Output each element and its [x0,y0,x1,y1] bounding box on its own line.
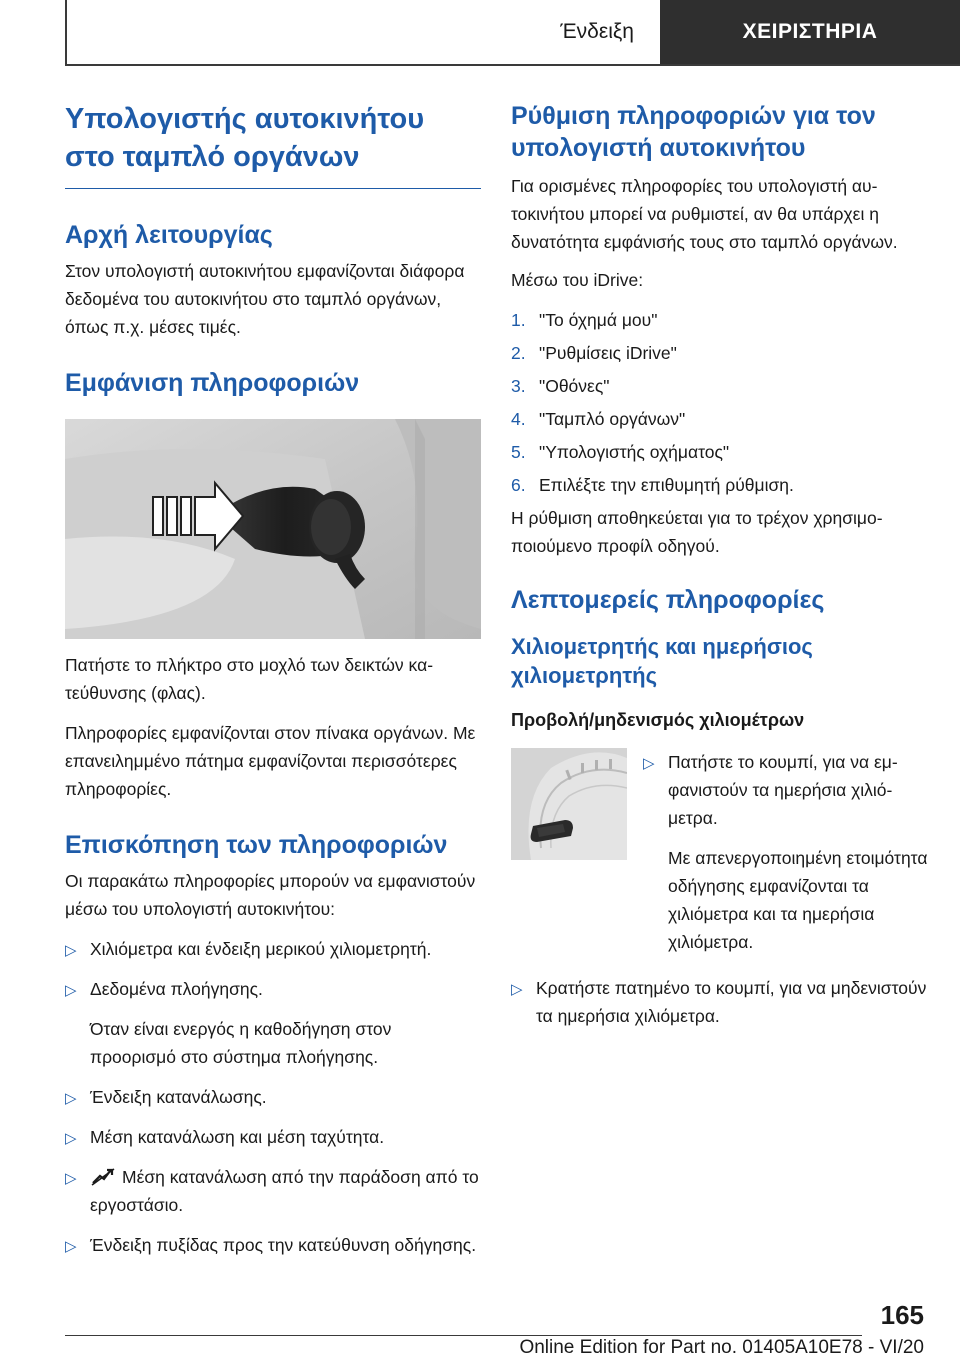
list-item: ▷ Δεδομένα πλοήγησης. Όταν είναι ενεργός η καθοδήγηση στον προορισμό στο σύστημα πλοήγησης. [65,975,481,1071]
overview-list [65,935,481,1259]
triangle-bullet-icon: ▷ [65,1130,77,1147]
reset-list [643,748,931,956]
step-item: 2. "Ρυθμίσεις iDrive" [511,343,677,363]
triangle-bullet-icon: ▷ [65,982,77,999]
right-column [511,100,931,1030]
list-item: ▷ Χιλιόμετρα και ένδειξη μερικού χιλιομετρητή. [65,935,481,963]
step-item: 4. "Ταμπλό οργάνων" [511,409,686,429]
triangle-bullet-icon: ▷ [643,755,655,772]
steps-list [511,306,931,499]
list-item: ▷ Μέση κατανάλωση από την παράδοση από το εργοστάσιο. [65,1167,479,1215]
triangle-bullet-icon: ▷ [65,1170,77,1187]
list-item: ▷ Ένδειξη κατανάλωσης. [65,1083,481,1111]
step-item: 6. Επιλέξτε την επιθυμητή ρύθμιση. [511,475,794,495]
heading-reset: Προβολή/μηδενισμός χιλιομέτρων [511,710,805,730]
triangle-bullet-icon: ▷ [65,942,77,959]
heading-odometer: Χιλιομετρητής και ημερήσιος χιλιομετρητής [511,634,813,688]
paragraph-saved: Η ρύθμιση αποθηκεύεται για το τρέχον χρησιμοποιούμενο προφίλ οδηγού. [511,508,883,556]
stalk-button-photo [65,419,481,639]
list-item: ▷ Πατήστε το κουμπί, για να εμφανιστούν τα ημερήσια χιλιόμετρα. Με απενεργοποιημένη ετοιμότητα οδήγησης εμφανίζονται τα χιλιόμετρα και τα ημερήσια χιλιόμετρα. [643,748,931,956]
step-item: 3. "Οθόνες" [511,376,610,396]
paragraph-shown: Πληροφορίες εμφανίζονται στον πίνακα οργάνων. Με επανειλημμένο πάτημα εμφανίζονται περισσότερες πληροφορίες. [65,723,476,799]
paragraph-via: Μέσω του iDrive: [511,270,644,290]
heading-setting: Ρύθμιση πληροφοριών για τον υπολογιστή αυτοκινήτου [511,102,876,162]
heading-principle: Αρχή λειτουργίας [65,221,273,249]
paragraph-principle: Στον υπολογιστή αυτοκινήτου εμφανίζονται διάφορα δεδομένα του αυτοκινήτου στο ταμπλό οργάνων, όπως π.χ. μέσες τιμές. [65,261,465,337]
paragraph-overview: Οι παρακάτω πληροφορίες μπορούν να εμφανιστούν μέσω του υπολογιστή αυτοκινήτου: [65,871,476,919]
list-item-note: Με απενεργοποιημένη ετοιμότητα οδήγησης εμφανίζονται τα χιλιόμετρα και τα ημερήσια χιλιόμετρα. [668,848,928,952]
tab-separator [648,0,660,64]
heading-display: Εμφάνιση πληροφοριών [65,369,360,397]
paragraph-press: Πατήστε το πλήκτρο στο μοχλό των δεικτών κατεύθυνσης (φλας). [65,655,434,703]
triangle-bullet-icon: ▷ [65,1090,77,1107]
list-item: ▷ Μέση κατανάλωση και μέση ταχύτητα. [65,1123,481,1151]
step-item: 1. "Το όχημά μου" [511,310,658,330]
stalk-button-illustration [65,419,481,639]
header-rule [65,64,960,66]
heading-overview: Επισκόπηση των πληροφοριών [65,831,448,859]
page-title: Υπολογιστής αυτοκινήτου στο ταμπλό οργάνων [65,103,425,173]
list-item: ▷ Ένδειξη πυξίδας προς την κατεύθυνση οδήγησης. [65,1231,481,1259]
heading-details: Λεπτομερείς πληροφορίες [511,586,825,614]
paragraph-setting: Για ορισμένες πληροφορίες του υπολογιστή αυτοκινήτου μπορεί να ρυθμιστεί, αν θα υπάρχει η δυνατότητα εμφάνισής τους στο ταμπλό οργάνων. [511,176,898,252]
triangle-bullet-icon: ▷ [511,981,523,998]
list-item-note: Όταν είναι ενεργός η καθοδήγηση στον προορισμό στο σύστημα πλοήγησης. [90,1019,392,1067]
title-rule [65,188,481,189]
odometer-button-photo [511,748,627,860]
step-item: 5. "Υπολογιστής οχήματος" [511,442,730,462]
triangle-bullet-icon: ▷ [65,1238,77,1255]
page-number: 165 [880,1300,924,1330]
eco-consumption-icon [90,1167,116,1187]
reset-block [511,748,931,956]
reset-instructions [643,748,931,956]
section-tab[interactable]: Ένδειξη [560,20,634,43]
reset-hold-list [511,974,931,1030]
chapter-tab[interactable]: ΧΕΙΡΙΣΤΗΡΙΑ [660,0,960,64]
list-item: ▷ Κρατήστε πατημένο το κουμπί, για να μηδενιστούν τα ημερήσια χιλιόμετρα. [511,978,927,1026]
footer-rule [65,1335,862,1336]
odometer-button-illustration [511,748,627,860]
edition-note: Online Edition for Part no. 01405A10E78 - VI/20 [519,1337,924,1358]
left-column [65,100,481,1259]
